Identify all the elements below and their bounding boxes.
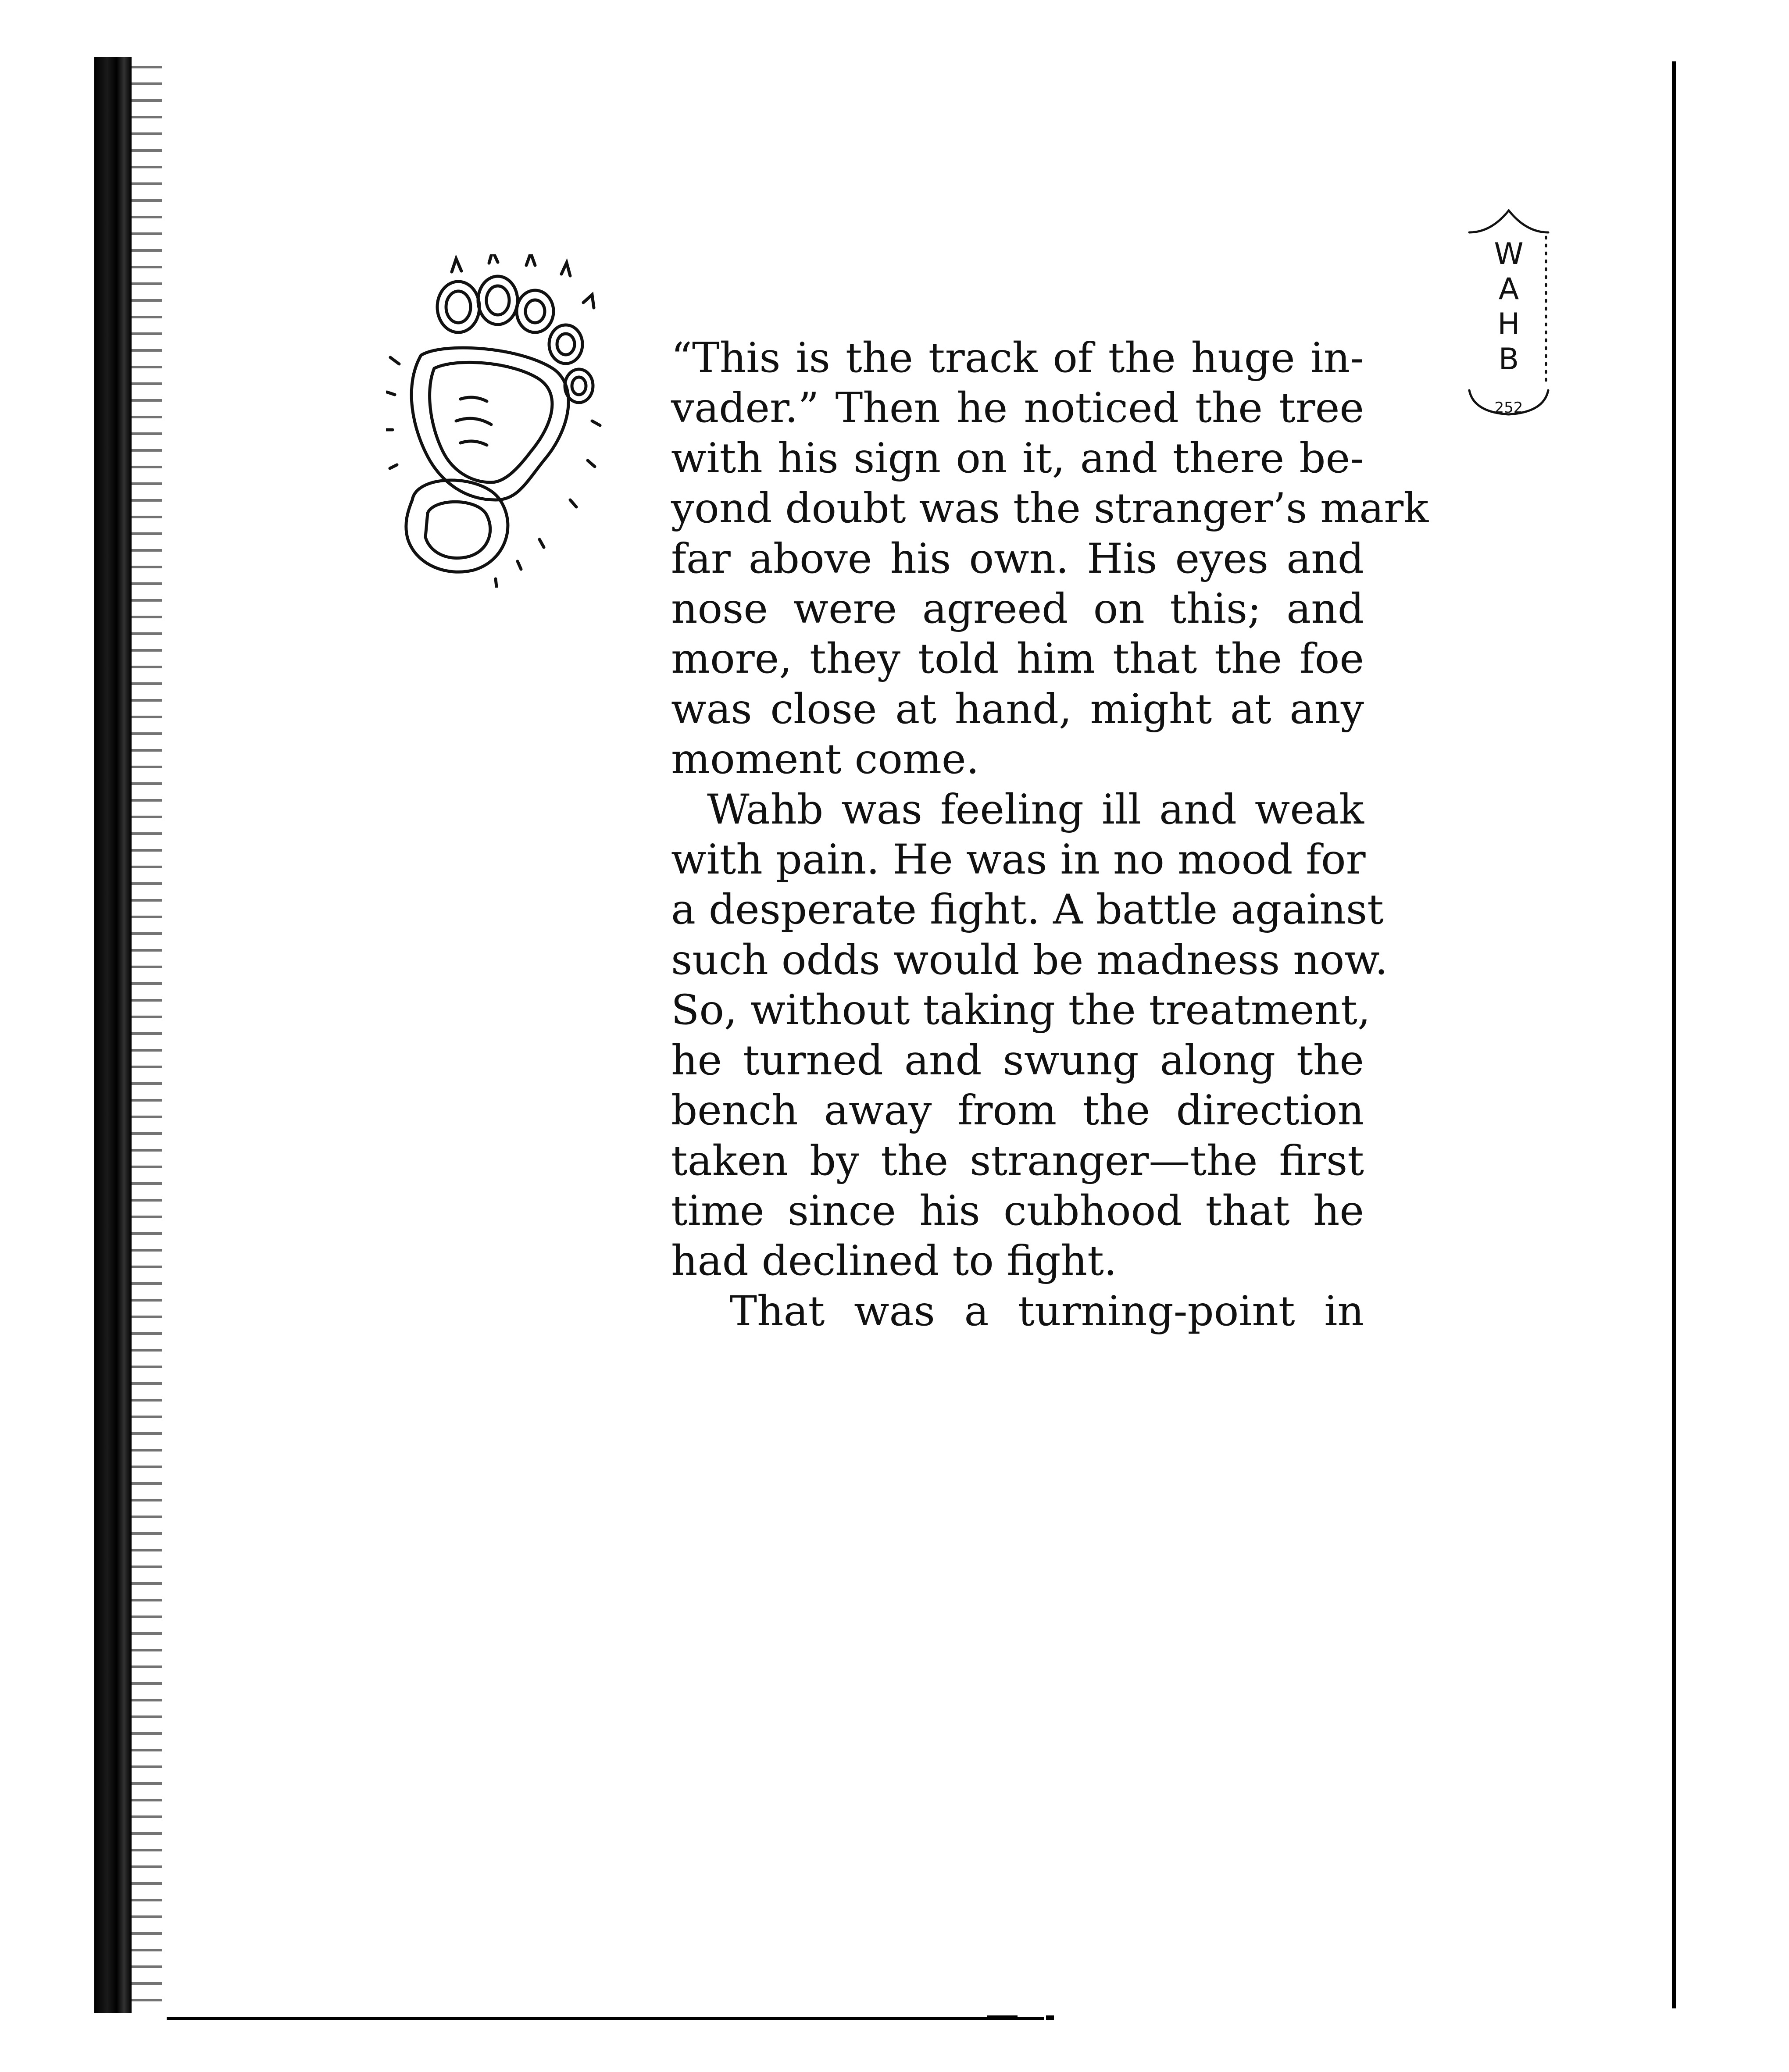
running-header xyxy=(1465,206,1553,425)
header-letters xyxy=(1465,237,1553,421)
text-line: time since his cubhood that he xyxy=(671,1187,1364,1235)
header-letter: B xyxy=(1498,342,1519,377)
body-text xyxy=(671,333,1429,1337)
text-line: So, without taking the treatment, xyxy=(671,986,1371,1034)
text-line: taken by the stranger—the first xyxy=(671,1137,1364,1185)
paragraph xyxy=(671,333,1429,785)
text-line: vader.” Then he noticed the tree xyxy=(671,384,1364,432)
text-line: more, they told him that the foe xyxy=(671,635,1364,683)
text-line: was close at hand, might at any xyxy=(671,685,1364,733)
text-line: “This is the track of the huge in- xyxy=(671,334,1364,382)
text-line: Wahb was feeling ill and weak xyxy=(671,785,1364,834)
header-letter: W xyxy=(1494,237,1524,271)
header-letter: A xyxy=(1498,272,1519,307)
text-line: a desperate fight. A battle against xyxy=(671,886,1384,934)
page-bottom-edge xyxy=(167,2017,1044,2020)
paragraph xyxy=(671,1287,1364,1337)
text-line: had declined to fight. xyxy=(671,1237,1117,1285)
text-line: nose were agreed on this; and xyxy=(671,585,1364,633)
scan-binding-speckle xyxy=(132,66,162,2004)
bottom-edge-dot xyxy=(1046,2015,1054,2020)
bear-paw-track-icon xyxy=(386,254,614,588)
header-letter: H xyxy=(1497,307,1520,342)
page-right-edge xyxy=(1672,61,1676,2008)
page-number: 252 xyxy=(1494,399,1523,417)
text-line: with his sign on it, and there be- xyxy=(671,434,1364,482)
text-line: bench away from the direction xyxy=(671,1087,1364,1135)
text-line: That was a turning-point in xyxy=(671,1287,1364,1335)
paragraph xyxy=(671,785,1388,1287)
text-line: such odds would be madness now. xyxy=(671,936,1388,984)
text-line: with pain. He was in no mood for xyxy=(671,836,1366,884)
bottom-edge-mark xyxy=(987,2015,1018,2020)
scan-binding-edge xyxy=(94,57,132,2013)
text-line: yond doubt was the stranger’s mark xyxy=(671,485,1429,533)
text-line: far above his own. His eyes and xyxy=(671,535,1364,583)
text-line: moment come. xyxy=(671,735,979,784)
text-line: he turned and swung along the xyxy=(671,1036,1364,1084)
